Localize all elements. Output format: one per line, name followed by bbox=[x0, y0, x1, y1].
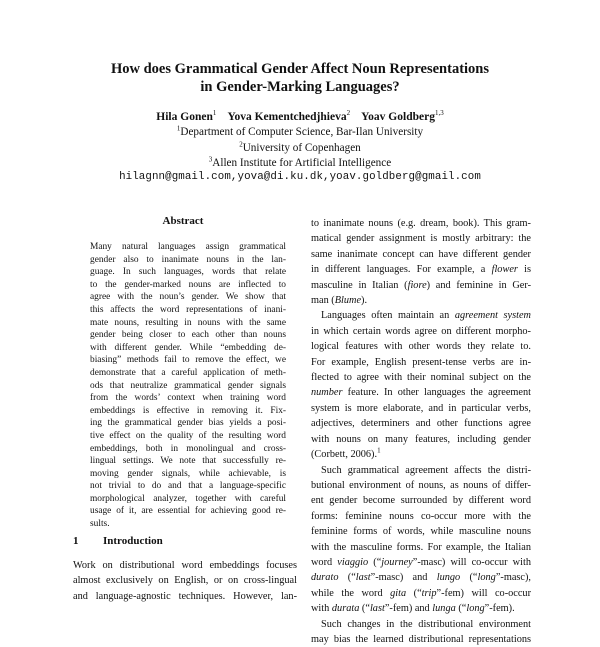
abstract-body bbox=[90, 241, 286, 531]
body-line: adjectives, determiners and other functions agree bbox=[311, 418, 531, 430]
body-line: butional environment of nouns, as nouns of differ- bbox=[311, 479, 531, 491]
author-name: Hila Gonen bbox=[156, 111, 213, 123]
title-line-2: in Gender-Marking Languages? bbox=[200, 79, 400, 95]
section-heading-introduction bbox=[73, 535, 163, 547]
abstract-line: demonstrate that a careful application of meth- bbox=[90, 367, 286, 378]
title-line-1: How does Grammatical Gender Affect Noun Representations bbox=[110, 61, 490, 77]
section-number: 1 bbox=[73, 535, 79, 547]
body-line: man (Blume). bbox=[311, 295, 368, 307]
italic-term: journey bbox=[381, 556, 413, 568]
affiliation-mark: 1 bbox=[176, 124, 181, 133]
abstract-line: ing the grammatical gender bias yields a posi- bbox=[90, 418, 286, 429]
affiliation-mark: 3 bbox=[208, 155, 213, 164]
body-line: matical gender assignment is mostly arbitrary: the bbox=[311, 233, 531, 245]
italic-term: Blume bbox=[334, 295, 362, 307]
author-affil-mark: 1 bbox=[212, 109, 217, 118]
abstract-line: lingual settings. We note that successfully re- bbox=[90, 456, 286, 467]
affiliation-text: Department of Computer Science, Bar-Ilan University bbox=[180, 126, 424, 138]
abstract-line: with different gender. While “embedding de- bbox=[90, 342, 286, 353]
abstract-line: mate nouns, resulting in nouns with the same bbox=[90, 317, 286, 328]
body-line: with the masculine forms. For example, the Italian bbox=[311, 541, 531, 553]
italic-term: viaggio bbox=[337, 556, 369, 568]
author-name: Yoav Goldberg bbox=[361, 111, 435, 123]
body-line: may bias the learned distributional representations bbox=[311, 633, 531, 645]
introduction-body bbox=[73, 558, 297, 604]
abstract-line: usage of it, are essential for achieving good re- bbox=[90, 506, 286, 517]
introduction-line: Work on distributional word embeddings focuses bbox=[73, 560, 297, 571]
body-line: same inanimate concept can have different gender bbox=[311, 248, 531, 260]
body-line: Such grammatical agreement affects the distri- bbox=[321, 464, 531, 476]
body-line: flected to agree with their nominal subject on the bbox=[311, 372, 531, 384]
abstract-line: embeddings is effective in removing it. Fix- bbox=[90, 405, 286, 416]
abstract-line: this affects the word representations of inani- bbox=[90, 304, 286, 315]
body-line: to inanimate nouns (e.g. dream, book). This gram- bbox=[311, 218, 531, 229]
italic-term: long bbox=[466, 603, 485, 615]
abstract-line: not trivial to do and that a language-specific bbox=[90, 481, 286, 492]
italic-term: number bbox=[311, 387, 343, 399]
body-line: with nouns on many features, including gender bbox=[311, 433, 531, 445]
paper-title bbox=[40, 60, 560, 96]
italic-term: gita bbox=[390, 587, 407, 599]
abstract-line: to the gender-marked nouns are inflected to bbox=[90, 279, 286, 290]
introduction-line: almost exclusively on English, or on cross-lingual bbox=[73, 575, 297, 587]
author-emails: hilagnn@gmail.com,yova@di.ku.dk,yoav.goldberg@gmail.com bbox=[119, 171, 481, 183]
section-title: Introduction bbox=[103, 535, 163, 547]
body-line: in different languages. For example, a flower is bbox=[311, 264, 531, 276]
italic-term: fiore bbox=[407, 279, 427, 291]
italic-term: agreement system bbox=[454, 310, 531, 322]
abstract-heading: Abstract bbox=[162, 215, 204, 227]
italic-term: lungo bbox=[436, 572, 461, 584]
body-line: system is more elaborate, and in particular verbs, bbox=[311, 402, 531, 414]
affiliation bbox=[40, 141, 560, 157]
abstract-line: gender also to inanimate nouns in the lan- bbox=[90, 254, 286, 265]
author-affil-mark: 2 bbox=[346, 109, 351, 118]
abstract-line: Many natural languages assign grammatical bbox=[90, 242, 286, 252]
body-line: feminine forms of words, while masculine nouns bbox=[311, 526, 531, 538]
right-column-body bbox=[311, 216, 531, 647]
body-line: forms: feminine nouns co-occur more with the bbox=[311, 510, 531, 522]
abstract-line: guage. In such languages, words that relate bbox=[90, 267, 286, 278]
abstract-line: embeddings, both in monolingual and cross- bbox=[90, 443, 286, 454]
body-line: Such changes in the distributional environment bbox=[321, 618, 531, 630]
body-line: For example, English present-tense verbs are in- bbox=[311, 356, 531, 368]
body-line: with durata (“last”-fem) and lunga (“long”-fem). bbox=[311, 603, 515, 615]
body-line: Languages often maintain an agreement system bbox=[321, 310, 531, 322]
italic-term: flower bbox=[491, 264, 518, 276]
italic-term: last bbox=[355, 572, 371, 584]
italic-term: trip bbox=[421, 587, 437, 599]
body-line: masculine in Italian (fiore) and feminine in Ger- bbox=[311, 279, 531, 291]
italic-term: durata bbox=[331, 603, 360, 615]
abstract-line: ods that neutralize grammatical gender signals bbox=[90, 380, 286, 391]
affiliation-list bbox=[40, 125, 560, 172]
body-line: number feature. In other languages the agreement bbox=[311, 387, 531, 399]
body-line: durato (“last”-masc) and lungo (“long”-masc), bbox=[311, 572, 531, 584]
body-line: logical features with other words they relate to. bbox=[311, 341, 531, 353]
italic-term: last bbox=[369, 603, 385, 615]
body-line: (Corbett, 2006).$^1$ bbox=[311, 447, 381, 461]
affiliation bbox=[40, 125, 560, 141]
italic-term: lunga bbox=[432, 603, 456, 615]
affiliation-mark: 2 bbox=[239, 139, 243, 148]
abstract-line: gender being closer to each other than nouns bbox=[90, 330, 286, 341]
affiliation-text: Allen Institute for Artificial Intelligence bbox=[212, 157, 392, 169]
abstract-line: morphological analyzer, together with careful bbox=[90, 493, 286, 504]
abstract-line: tive effect on the quality of the resulting word bbox=[90, 430, 286, 441]
abstract-line: from the words’ context when training word bbox=[90, 393, 286, 404]
body-line: while the word gita (“trip”-fem) will co-occur bbox=[311, 587, 531, 599]
abstract-line: sults. bbox=[90, 519, 110, 530]
italic-term: long bbox=[477, 572, 496, 584]
affiliation-text: University of Copenhagen bbox=[242, 141, 361, 154]
author-name: Yova Kementchedjhieva bbox=[227, 111, 347, 123]
body-line: word viaggio (“journey”-masc) will co-occur with bbox=[311, 556, 531, 568]
abstract-line: agree with the noun’s gender. We show that bbox=[90, 292, 286, 303]
italic-term: durato bbox=[311, 572, 339, 584]
body-line: in which certain words agree on different morpho- bbox=[311, 325, 531, 337]
introduction-line: and language-agnostic techniques. However, lan- bbox=[73, 590, 297, 602]
abstract-line: biasing” methods fail to remove the effect, we bbox=[90, 355, 286, 366]
body-line: ent gender become surrounded by different word bbox=[311, 495, 531, 507]
author-affil-mark: 1,3 bbox=[434, 109, 444, 118]
abstract-line: moving gender signals, while achievable, is bbox=[90, 468, 286, 479]
author-list bbox=[40, 110, 560, 124]
footnote-mark[interactable]: 1 bbox=[377, 447, 381, 455]
